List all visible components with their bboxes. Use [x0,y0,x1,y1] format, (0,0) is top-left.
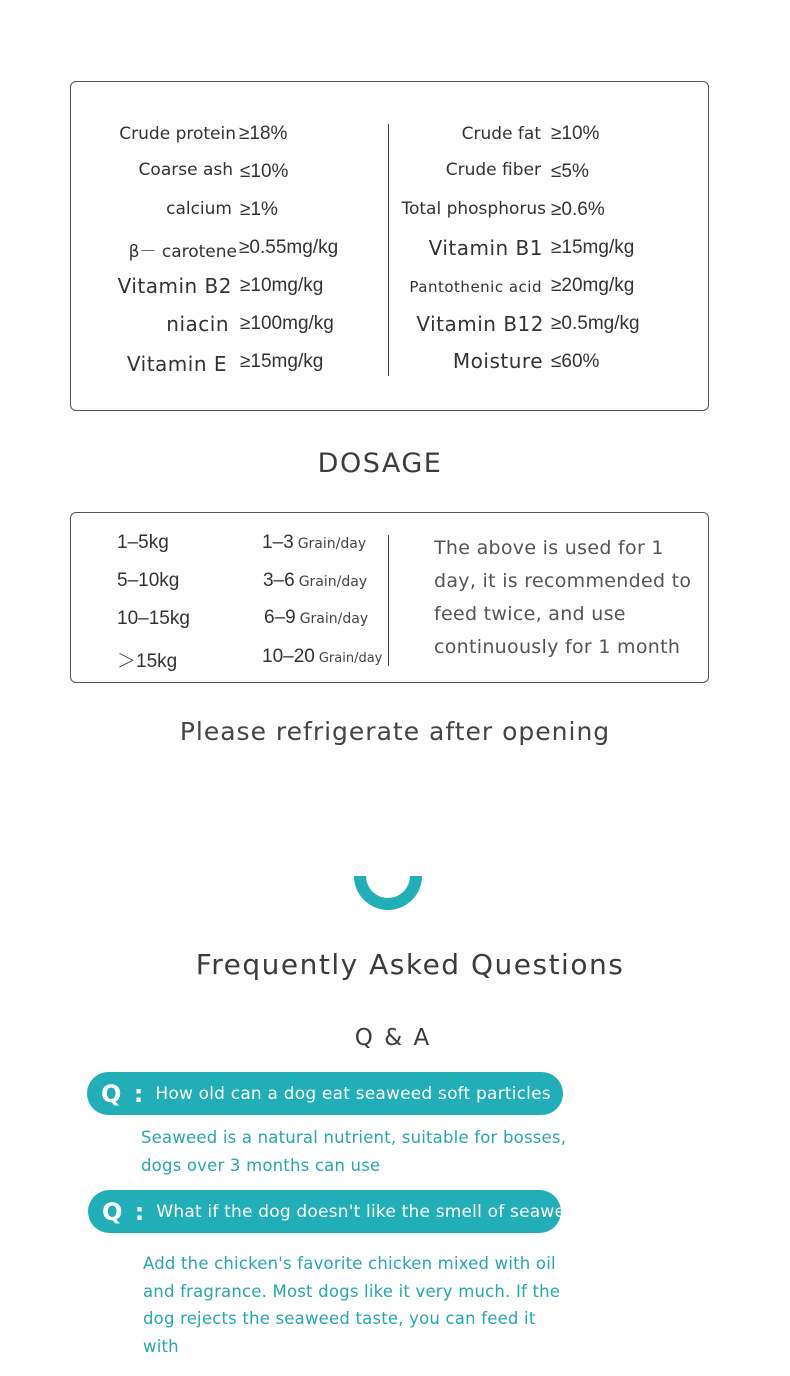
nutrient-value: ≥10% [551,123,600,144]
nutrient-label: niacin [166,312,229,336]
nutrient-value: ≤60% [551,351,600,372]
dosage-divider [388,535,389,666]
nutrient-value: ≥0.5mg/kg [551,313,640,334]
dosage-title: DOSAGE [317,448,443,479]
nutrient-label: Crude fat [461,124,541,144]
nutrient-value: ≥1% [240,199,278,220]
faq-title: Frequently Asked Questions [195,948,625,981]
faq-answer: Seaweed is a natural nutrient, suitable for bosses, dogs over 3 months can use [141,1128,567,1175]
nutrient-value: ≤5% [551,161,589,182]
nutrient-value: ≥10mg/kg [240,275,324,296]
dosage-amount: 1–3 Grain/day [262,532,367,553]
dosage-weight: 5–10kg [117,570,180,591]
dosage-amount: 10–20 Grain/day [262,646,383,667]
nutrient-label: Coarse ash [138,160,233,180]
dosage-weight: 10–15kg [117,608,190,629]
nutrient-label: β－ carotene [128,242,237,262]
nutrient-label: Moisture [452,349,543,373]
nutrient-label: Vitamin E [126,352,227,376]
faq-subtitle: Q & A [354,1025,432,1051]
faq-question-text: What if the dog doesn't like the smell of seaweed [156,1201,587,1222]
nutrient-value: ≥100mg/kg [240,313,334,334]
nutrient-label: Crude protein [119,124,236,144]
nutrient-label: Vitamin B1 [428,236,543,260]
nutrient-label: Vitamin B2 [117,274,232,298]
half-circle-icon [350,872,426,912]
q-icon: Q : [102,1197,147,1226]
nutrient-label: Vitamin B12 [416,312,544,336]
dosage-weight: 1–5kg [117,532,169,553]
nutrition-divider [388,124,389,376]
nutrient-label: calcium [166,199,232,219]
faq-question[interactable] [87,1072,563,1115]
nutrient-value: ≥0.6% [551,199,605,220]
nutrient-label: Crude fiber [445,160,541,180]
dosage-amount: 6–9 Grain/day [264,607,369,628]
nutrient-value: ≥0.55mg/kg [239,237,339,258]
nutrient-value: ≥15mg/kg [551,237,635,258]
storage-note: Please refrigerate after opening [179,717,611,746]
faq-answer: Add the chicken's favorite chicken mixed with oil and fragrance. Most dogs like it very much. If the dog rejects the seaweed taste, you can feed it with [143,1254,561,1356]
nutrient-label: Total phosphorus [401,199,546,219]
q-icon: Q : [101,1079,146,1108]
dosage-weight: ＞15kg [117,651,178,672]
nutrient-value: ≥18% [239,123,288,144]
faq-question[interactable] [88,1190,587,1233]
nutrient-value: ≤10% [240,161,289,182]
nutrient-value: ≥15mg/kg [240,351,324,372]
dosage-amount: 3–6 Grain/day [263,570,368,591]
faq-question-text: How old can a dog eat seaweed soft particles [155,1083,551,1104]
dosage-note: The above is used for 1 day, it is recommended to feed twice, and use continuously for 1 month [434,537,692,658]
nutrient-value: ≥20mg/kg [551,275,635,296]
nutrient-label: Pantothenic acid [409,278,542,296]
